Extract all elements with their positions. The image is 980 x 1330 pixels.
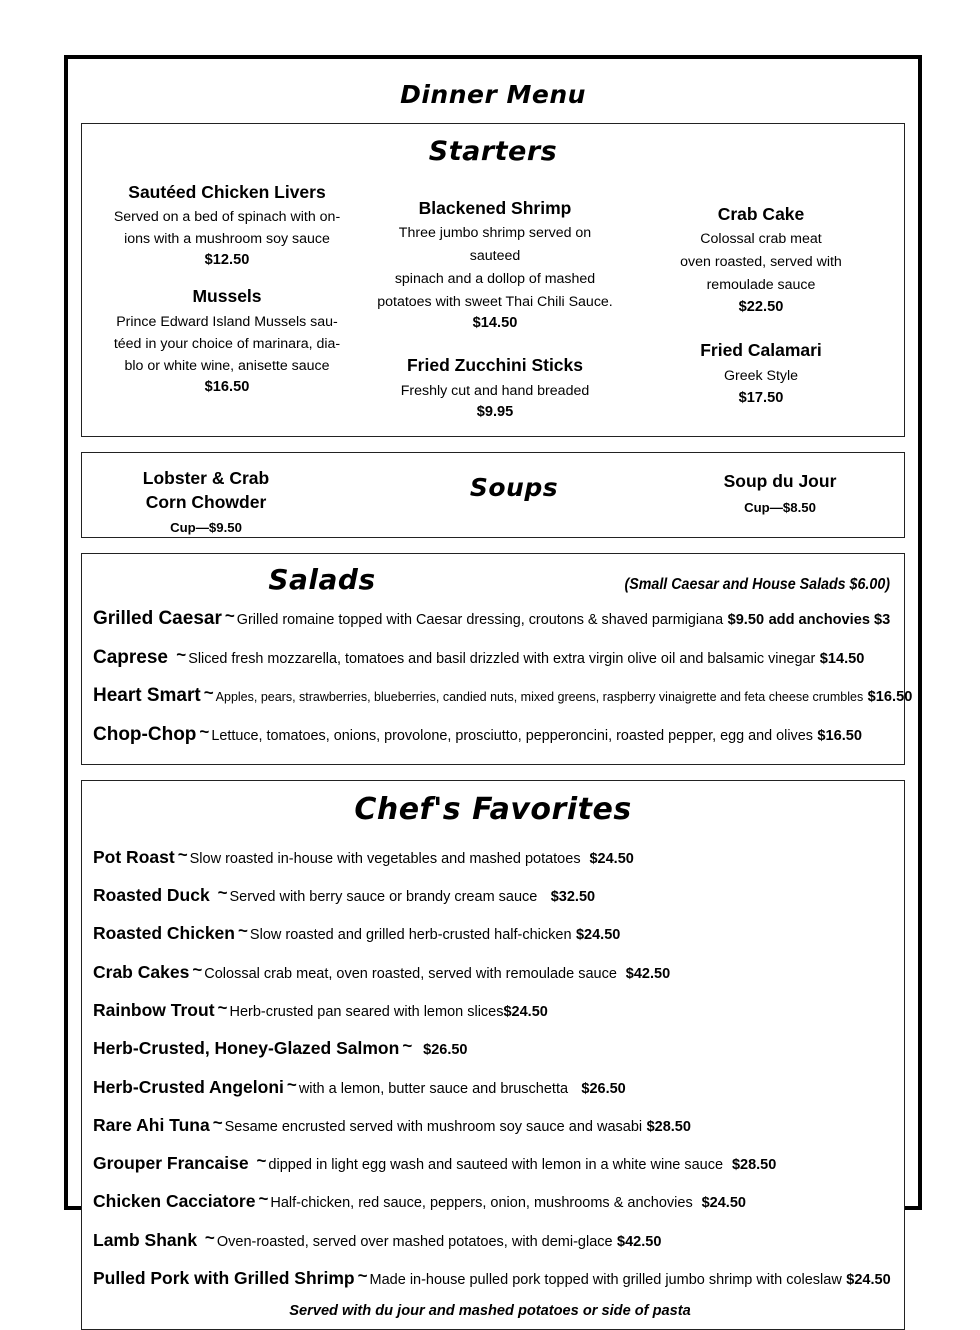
page-title: Dinner Menu: [400, 80, 586, 109]
tilde-icon: ~: [256, 1151, 267, 1171]
dish-name: Mussels: [192, 286, 262, 307]
tilde-icon: ~: [217, 997, 228, 1017]
chef-row: [82, 997, 904, 1023]
tilde-icon: ~: [212, 1112, 223, 1132]
dish-description: [372, 380, 618, 403]
salad-description: Lettuce, tomatoes, onions, provolone, prosciutto, pepperoncini, roasted pepper, egg and olives: [211, 728, 813, 745]
salad-price: $9.50: [727, 612, 765, 629]
dish-desc-line: ions with a mushroom soy sauce: [124, 231, 330, 248]
salad-price: $14.50: [819, 650, 865, 667]
chef-dish-name: Herb-Crusted, Honey-Glazed Salmon: [93, 1038, 400, 1059]
section-salads: [81, 553, 913, 765]
dish-name: Blackened Shrimp: [418, 198, 572, 218]
dish-desc-line: Freshly cut and hand breaded: [400, 382, 590, 399]
dish-item: [638, 339, 884, 409]
starters-heading: Starters: [428, 136, 558, 167]
chef-dish-name: Grouper Francaise: [93, 1153, 254, 1174]
dish-name: Sautéed Chicken Livers: [128, 182, 326, 202]
chef-row: [82, 1074, 904, 1100]
dish-description: [638, 228, 884, 297]
chef-dish-name: Roasted Chicken: [93, 923, 235, 944]
chef-dish-price: $26.50: [581, 1080, 626, 1097]
soup-name: [82, 467, 330, 514]
chef-dish-description: dipped in light egg wash and sauteed with lemon in a white wine sauce: [268, 1157, 724, 1174]
dish-desc-line: potatoes with sweet Thai Chili Sauce.: [377, 293, 613, 310]
chef-dish-description: with a lemon, butter sauce and bruschetta: [298, 1080, 569, 1097]
chef-row: [82, 959, 904, 985]
starters-column-2: [362, 181, 628, 424]
salad-row: [82, 605, 904, 632]
chef-dish-price: $28.50: [646, 1118, 691, 1135]
tilde-icon: ~: [199, 722, 210, 742]
dish-desc-line: Prince Edward Island Mussels sau-: [116, 313, 338, 330]
tilde-icon: ~: [192, 959, 203, 979]
chef-dish-description: Oven-roasted, served over mashed potatoes, with demi-glace: [216, 1233, 613, 1250]
tilde-icon: ~: [217, 883, 228, 903]
chef-row: [82, 1188, 904, 1214]
chef-dish-description: Made in-house pulled pork topped with grilled jumbo shrimp with coleslaw: [369, 1271, 842, 1288]
chef-dish-name: Crab Cakes: [93, 961, 190, 982]
chef-dish-name: Rainbow Trout: [93, 999, 215, 1020]
chef-dish-price: $32.50: [550, 889, 596, 906]
chef-dish-name: Pot Roast: [93, 846, 175, 867]
dish-price: $9.95: [476, 404, 514, 421]
salads-note: (Small Caesar and House Salads $6.00): [624, 576, 890, 594]
salad-row: [82, 682, 913, 709]
salad-description: Apples, pears, strawberries, blueberries, candied nuts, mixed greens, raspberry vinaigrette and feta cheese crumbles: [215, 690, 864, 705]
chef-row: [82, 1265, 904, 1291]
chef-dish-name: Herb-Crusted Angeloni: [93, 1076, 284, 1097]
dish-item: [372, 197, 618, 335]
dish-name: Crab Cake: [717, 204, 805, 224]
starters-columns: [82, 181, 904, 424]
dish-description: [638, 365, 884, 388]
dish-item: [104, 181, 350, 272]
tilde-icon: ~: [204, 1227, 215, 1247]
chef-dish-price: $42.50: [625, 965, 671, 982]
chefs-favorites-list: [82, 844, 904, 1291]
chef-row: [82, 1227, 904, 1253]
dish-price: $14.50: [472, 315, 518, 332]
chef-dish-name: Lamb Shank: [93, 1229, 202, 1250]
section-soups: [81, 452, 905, 538]
salad-name: Caprese: [93, 646, 174, 668]
tilde-icon: ~: [177, 844, 188, 864]
dish-price: $22.50: [738, 299, 784, 316]
salad-name: Chop-Chop: [93, 724, 197, 746]
soup-name-line: Lobster & Crab: [142, 468, 270, 489]
dish-desc-line: spinach and a dollop of mashed: [394, 270, 596, 287]
tilde-icon: ~: [224, 606, 235, 626]
chef-row: [82, 882, 904, 908]
chef-dish-price: $24.50: [701, 1195, 746, 1212]
soup-item-chowder: [82, 453, 390, 535]
chef-dish-description: Half-chicken, red sauce, peppers, onion, mushrooms & anchovies: [270, 1195, 693, 1212]
chef-dish-price: $26.50: [423, 1042, 468, 1059]
salad-name: Heart Smart: [93, 685, 201, 707]
chef-row: [82, 1112, 904, 1138]
dish-desc-line: Three jumbo shrimp served on sauteed: [398, 225, 592, 265]
salads-header-row: [82, 563, 904, 597]
salad-name: Grilled Caesar: [93, 608, 222, 630]
chef-row: [82, 920, 904, 946]
salads-heading: Salads: [268, 563, 376, 597]
dish-price: $17.50: [738, 389, 784, 406]
dish-desc-line: oven roasted, served with: [680, 254, 842, 271]
tilde-icon: ~: [258, 1189, 269, 1209]
dish-desc-line: remoulade sauce: [706, 277, 816, 294]
chef-dish-name: Pulled Pork with Grilled Shrimp: [93, 1267, 355, 1288]
tilde-icon: ~: [203, 683, 214, 703]
dish-item: [638, 203, 884, 319]
chef-dish-description: Slow roasted in-house with vegetables and mashed potatoes: [189, 850, 581, 867]
chef-dish-name: Chicken Cacciatore: [93, 1191, 256, 1212]
salad-row: [82, 721, 904, 748]
chefs-favorites-heading: Chef's Favorites: [354, 791, 632, 827]
dish-price: $12.50: [204, 252, 250, 269]
salad-price: $16.50: [867, 689, 913, 706]
salad-extra: add anchovies $3: [768, 612, 891, 629]
soup-price: Cup—$9.50: [170, 520, 242, 536]
salad-list: [82, 605, 913, 748]
salad-description: Sliced fresh mozzarella, tomatoes and basil drizzled with extra virgin olive oil and balsamic vinegar: [188, 650, 816, 667]
section-chefs-favorites: [81, 780, 905, 1330]
dish-item: [104, 285, 350, 398]
chef-dish-price: $28.50: [731, 1157, 777, 1174]
chef-dish-price: $42.50: [617, 1233, 662, 1250]
soups-heading-wrap: [390, 453, 638, 503]
chef-dish-description: Slow roasted and grilled herb-crusted half-chicken: [249, 927, 572, 944]
tilde-icon: ~: [402, 1036, 413, 1056]
chef-dish-description: Served with berry sauce or brandy cream sauce: [229, 889, 538, 906]
tilde-icon: ~: [237, 921, 248, 941]
salad-description: Grilled romaine topped with Caesar dressing, croutons & shaved parmigiana: [236, 612, 724, 629]
tilde-icon: ~: [357, 1265, 368, 1285]
chef-dish-price: $24.50: [589, 850, 634, 867]
chef-dish-description: Colossal crab meat, oven roasted, served with remoulade sauce: [204, 965, 617, 982]
dish-desc-line: téed in your choice of marinara, dia-: [113, 335, 341, 352]
starters-column-3: [628, 181, 904, 410]
chef-dish-price: $24.50: [846, 1271, 891, 1288]
chefs-favorites-footnote: Served with du jour and mashed potatoes or side of pasta: [289, 1303, 691, 1320]
dish-price: $16.50: [204, 378, 250, 395]
menu-outer-frame: [64, 55, 922, 1320]
soup-item-du-jour: [638, 453, 904, 515]
tilde-icon: ~: [286, 1074, 297, 1094]
dish-desc-line: Greek Style: [723, 367, 799, 384]
section-starters: [81, 123, 905, 437]
chef-row: [82, 1150, 904, 1176]
dish-desc-line: Served on a bed of spinach with on-: [113, 209, 341, 226]
chef-dish-price: $24.50: [575, 927, 621, 944]
dish-name: Fried Zucchini Sticks: [406, 355, 584, 376]
soups-columns: [82, 453, 904, 537]
chef-dish-name: Rare Ahi Tuna: [93, 1114, 210, 1135]
soup-name: Soup du Jour: [723, 471, 837, 492]
dish-description: [104, 311, 350, 377]
dish-description: [104, 206, 350, 250]
chef-row: [82, 844, 904, 870]
tilde-icon: ~: [176, 644, 187, 664]
dish-desc-line: blo or white wine, anisette sauce: [124, 357, 330, 374]
salad-price: $16.50: [817, 728, 863, 745]
soup-price: Cup—$8.50: [744, 499, 816, 515]
chef-row: [82, 1035, 904, 1061]
soup-name-line: Corn Chowder: [145, 491, 267, 512]
dish-desc-line: Colossal crab meat: [700, 231, 822, 248]
dish-description: [372, 222, 618, 313]
dish-name: Fried Calamari: [700, 340, 822, 361]
chef-dish-description: Sesame encrusted served with mushroom soy sauce and wasabi: [224, 1118, 643, 1135]
chef-dish-description: Herb-crusted pan seared with lemon slices: [229, 1003, 504, 1020]
salad-row: [82, 644, 904, 671]
soups-heading: Soups: [469, 473, 559, 503]
starters-column-1: [82, 181, 362, 399]
dish-item: [372, 354, 618, 424]
chef-dish-price: $24.50: [503, 1003, 548, 1020]
chef-dish-name: Roasted Duck: [93, 885, 215, 906]
